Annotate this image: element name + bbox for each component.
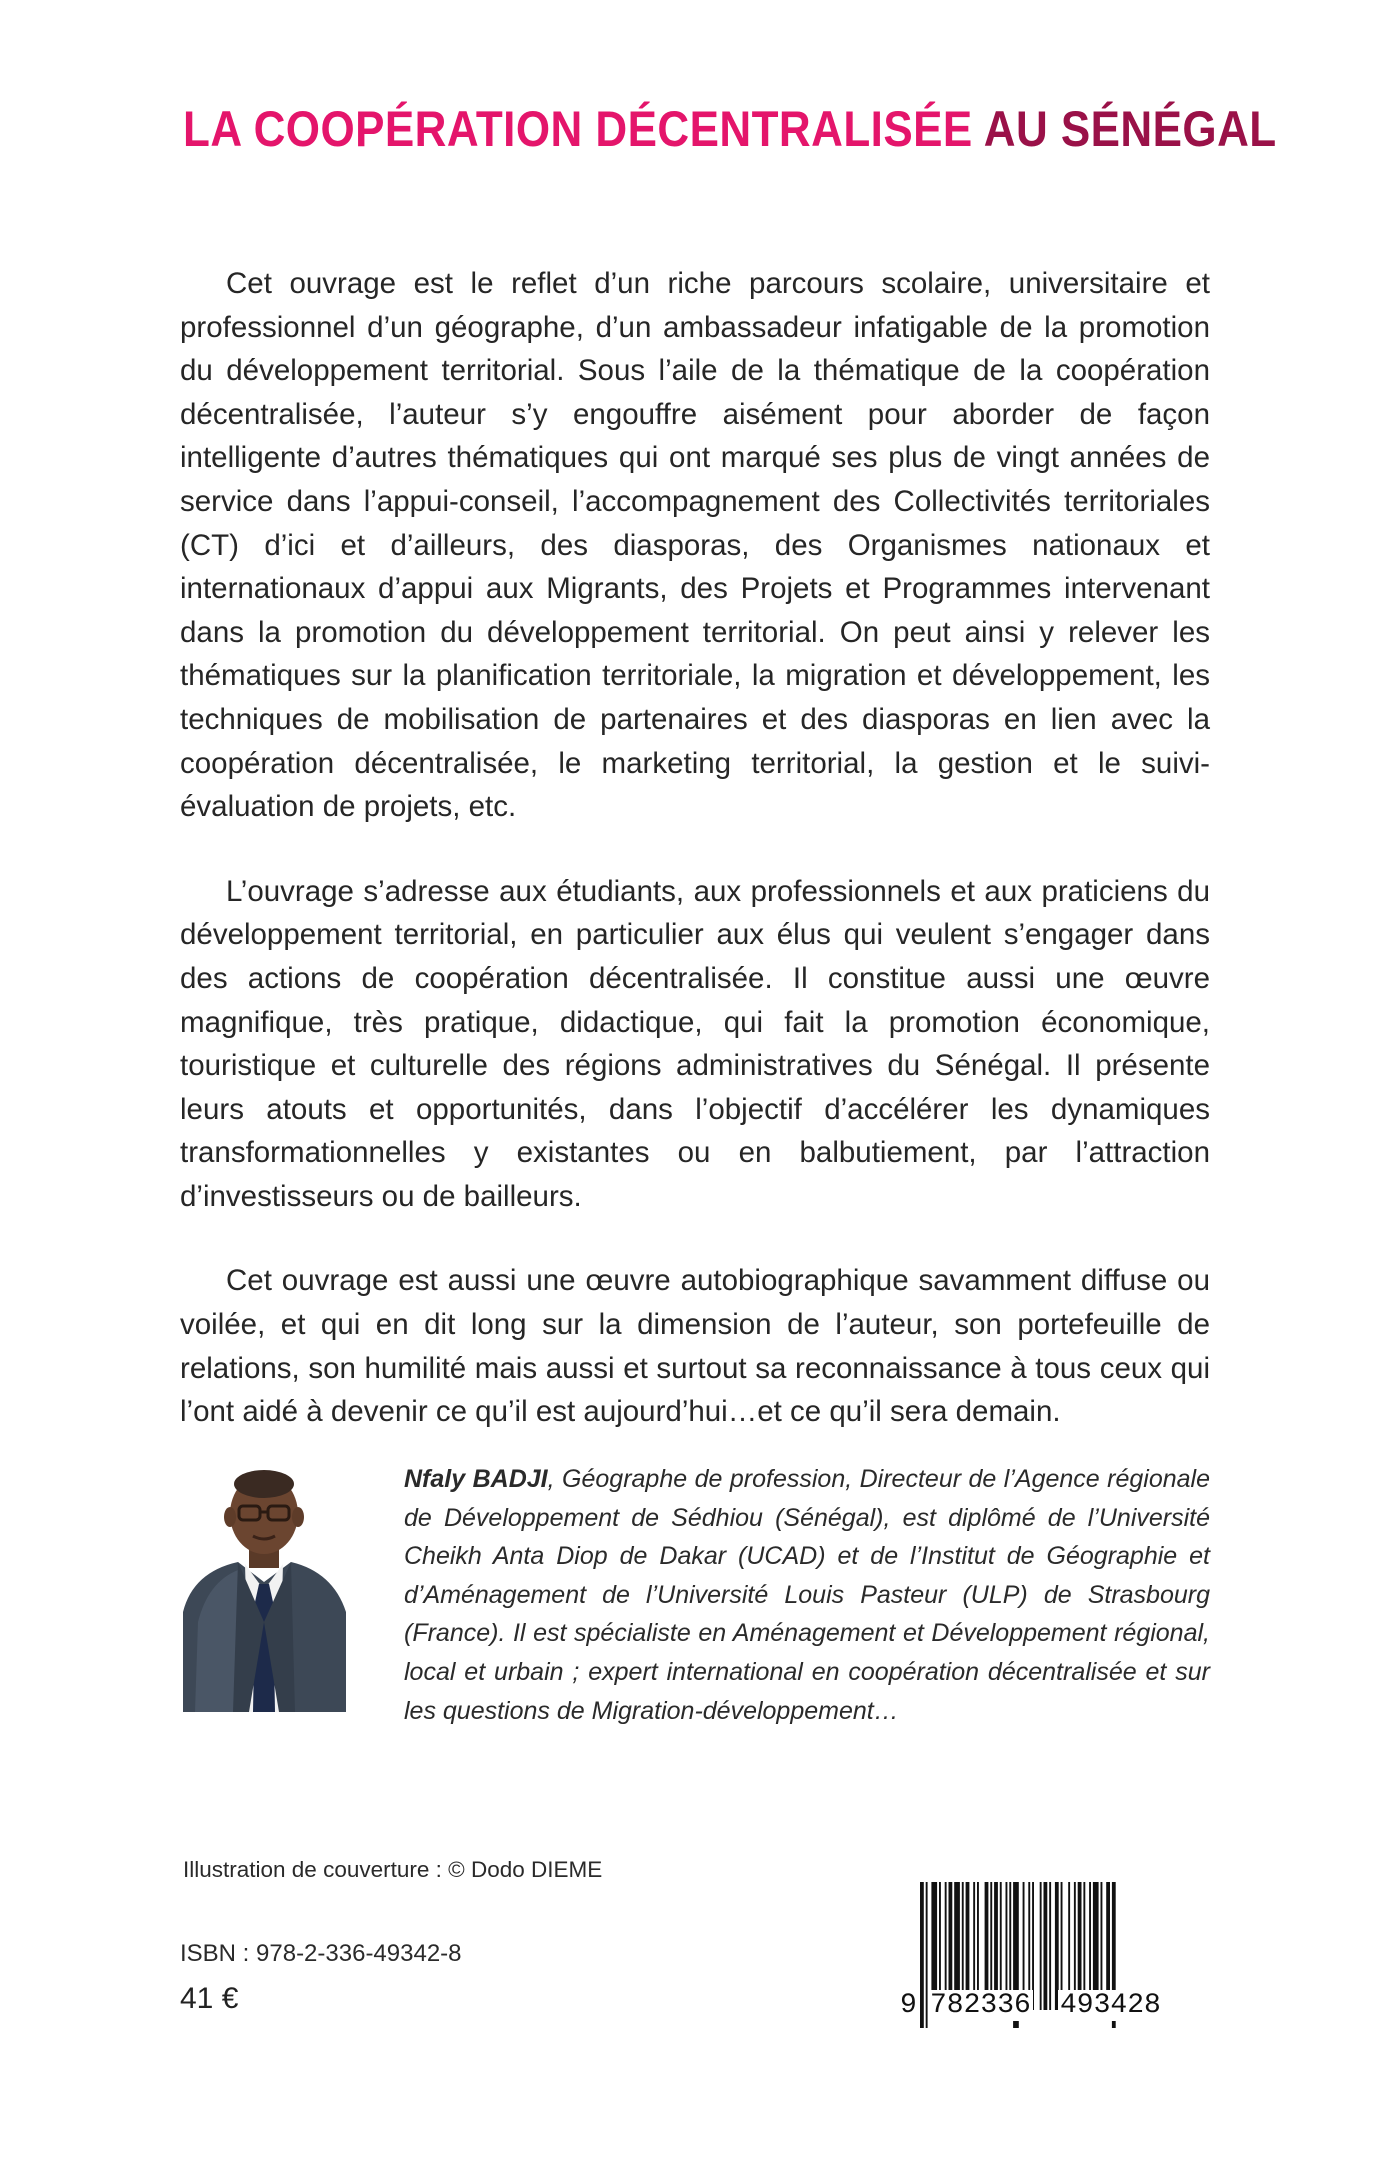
author-name: Nfaly BADJI [404,1465,548,1493]
cover-credit: Illustration de couverture : © Dodo DIEME [183,1857,603,1882]
barcode-digits-group-2: 493428 [1060,1990,1161,2021]
title-part-2: AU SÉNÉGAL [983,101,1277,157]
barcode-digit-first: 9 [900,1990,917,2021]
book-title [183,100,1277,158]
back-cover-text [180,262,1210,1475]
barcode-digits-group-1: 782336 [930,1990,1031,2021]
paragraph-3: Cet ouvrage est aussi une œuvre autobiographique savamment diffuse ou voilée, et qui en dit long sur la dimension de l’auteur, son portefeuille de relations, son humilité mais aussi et surtout sa reconnaissance à tous ceux qui l’ont aidé à devenir ce qu’il est aujourd’hui…et ce qu’il sera demain. [180,1264,1210,1429]
paragraph-2: L’ouvrage s’adresse aux étudiants, aux professionnels et aux praticiens du développement territorial, en particulier aux élus qui veulent s’engager dans des actions de coopération décentralisée. Il constitue aussi une œuvre magnifique, très pratique, didactique, qui fait la promotion économique, touristique et culturelle des régions administratives du Sénégal. Il présente leurs atouts et opportunités, dans l’objectif d’accélérer les dynamiques transformationnelles y existantes ou en balbutiement, par l’attraction d’investisseurs ou de bailleurs. [180,874,1210,1213]
title-part-1: LA COOPÉRATION DÉCENTRALISÉE [183,101,973,157]
paragraph-1: Cet ouvrage est le reflet d’un riche parcours scolaire, universitaire et professionnel d’un géographe, d’un ambassadeur infatigable de la promotion du développement territorial. Sous l’aile de la thématique de la coopération décentralisée, l’auteur s’y engouffre aisément pour aborder de façon intelligente d’autres thématiques qui ont marqué ses plus de vingt années de service dans l’appui-conseil, l’accompagnement des Collectivités territoriales (CT) d’ici et d’ailleurs, des diasporas, des Organismes nationaux et internationaux d’appui aux Migrants, des Projets et Programmes intervenant dans la promotion du développement territorial. On peut ainsi y relever les thématiques sur la planification territoriale, la migration et développement, les techniques de mobilisation de partenaires et des diasporas en lien avec la coopération décentralisée, le marketing territorial, la gestion et le suivi-évaluation de projets, etc. [180,267,1210,824]
isbn: ISBN : 978-2-336-49342-8 [180,1940,462,1967]
author-portrait-illustration [183,1462,346,1712]
author-bio-text: , Géographe de profession, Directeur de l’Agence régionale de Développement de Sédhiou (Sénégal), est diplômé de l’Université Cheikh Anta Diop de Dakar (UCAD) et de l’Institut de Géographie et d’Aménagement de l’Université Louis Pasteur (ULP) de Strasbourg (France). Il est spécialiste en Aménagement et Développement régional, local et urbain ; expert international en coopération décentralisée et sur les questions de Migration-développement… [404,1465,1211,1725]
author-photo [183,1462,346,1712]
barcode-digits [898,1990,1198,2030]
price: 41 € [180,1982,239,2015]
author-bio [404,1460,1210,1730]
